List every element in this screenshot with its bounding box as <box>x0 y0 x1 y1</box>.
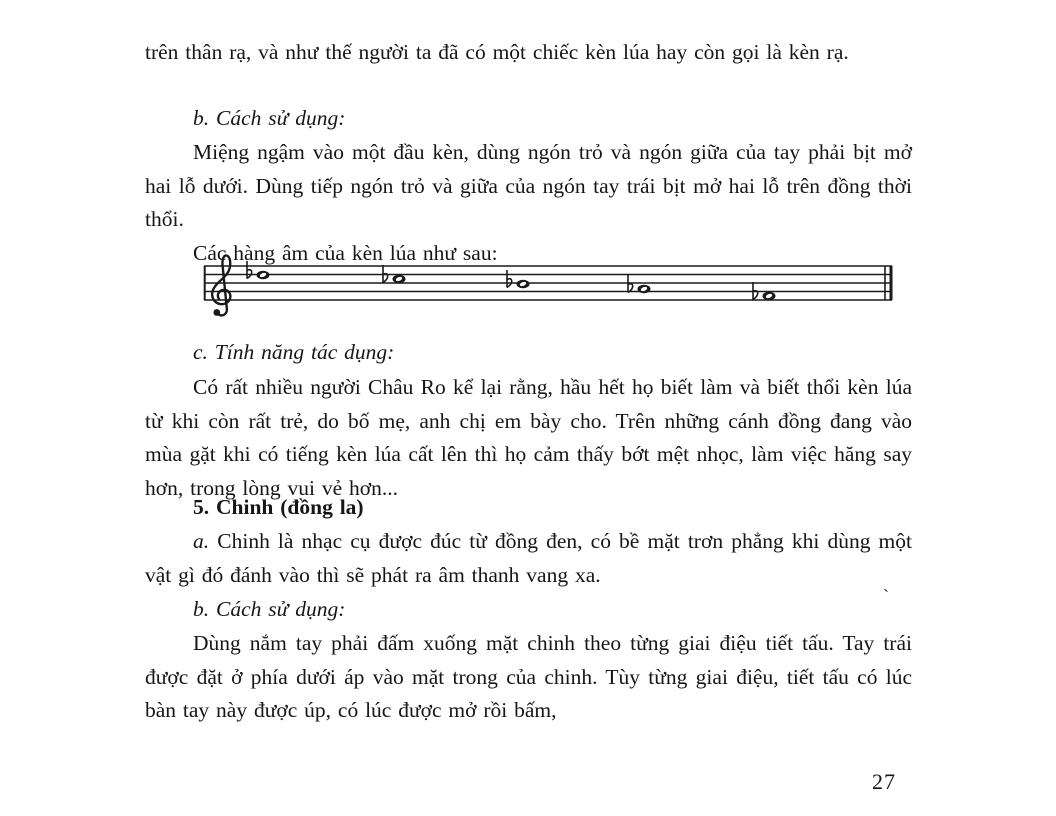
staff-notes <box>247 261 776 300</box>
paragraph-mieng-ngam: Miệng ngậm vào một đầu kèn, dùng ngón trỏ và ngón giữa của tay phải bịt mở hai lỗ dưới. Dùng tiếp ngón trỏ và giữa của ngón tay trái bịt mở hai lỗ trên đồng thời thổi. <box>145 140 912 231</box>
paragraph-dung-nam-tay: Dùng nắm tay phải đấm xuống mặt chinh theo từng giai điệu tiết tấu. Tay trái được đặt ở phía dưới áp vào mặt trong của chinh. Tùy từng giai điệu, tiết tấu có lúc bàn tay này được úp, có lúc được mở rồi bấm, <box>145 631 912 722</box>
heading-cach-su-dung-1: b. Cách sử dụng: <box>193 106 346 130</box>
music-staff-figure <box>202 252 902 326</box>
paragraph-cac-hang-am: Các hàng âm của kèn lúa như sau: <box>193 241 498 265</box>
paragraph-chinh-lead: a. <box>193 529 210 553</box>
heading-chinh: 5. Chinh (đồng la) <box>193 495 364 519</box>
staff-lines <box>204 266 892 300</box>
scan-artifact-mark: ` <box>883 586 889 606</box>
paragraph-co-rat-nhieu: Có rất nhiều người Châu Ro kể lại rằng, hầu hết họ biết làm và biết thổi kèn lúa từ khi còn rất trẻ, do bố mẹ, anh chị em bày cho. Trên những cánh đồng đang vào mùa gặt khi có tiếng kèn lúa cất lên thì họ cảm thấy bớt mệt nhọc, làm việc hăng say hơn, trong lòng vui vẻ hơn... <box>145 375 912 500</box>
heading-cach-su-dung-2: b. Cách sử dụng: <box>193 597 346 621</box>
page-number: 27 <box>872 769 896 794</box>
paragraph-chinh-rest: Chinh là nhạc cụ được đúc từ đồng đen, có bề mặt trơn phẳng khi dùng một vật gì đó đánh vào thì sẽ phát ra âm thanh vang xa. <box>145 529 913 587</box>
paragraph-continuation: trên thân rạ, và như thế người ta đã có một chiếc kèn lúa hay còn gọi là kèn rạ. <box>145 40 849 64</box>
heading-tinh-nang: c. Tính năng tác dụng: <box>193 340 395 364</box>
treble-clef-icon <box>212 255 230 315</box>
paragraph-chinh <box>145 525 912 592</box>
music-staff <box>202 252 902 326</box>
